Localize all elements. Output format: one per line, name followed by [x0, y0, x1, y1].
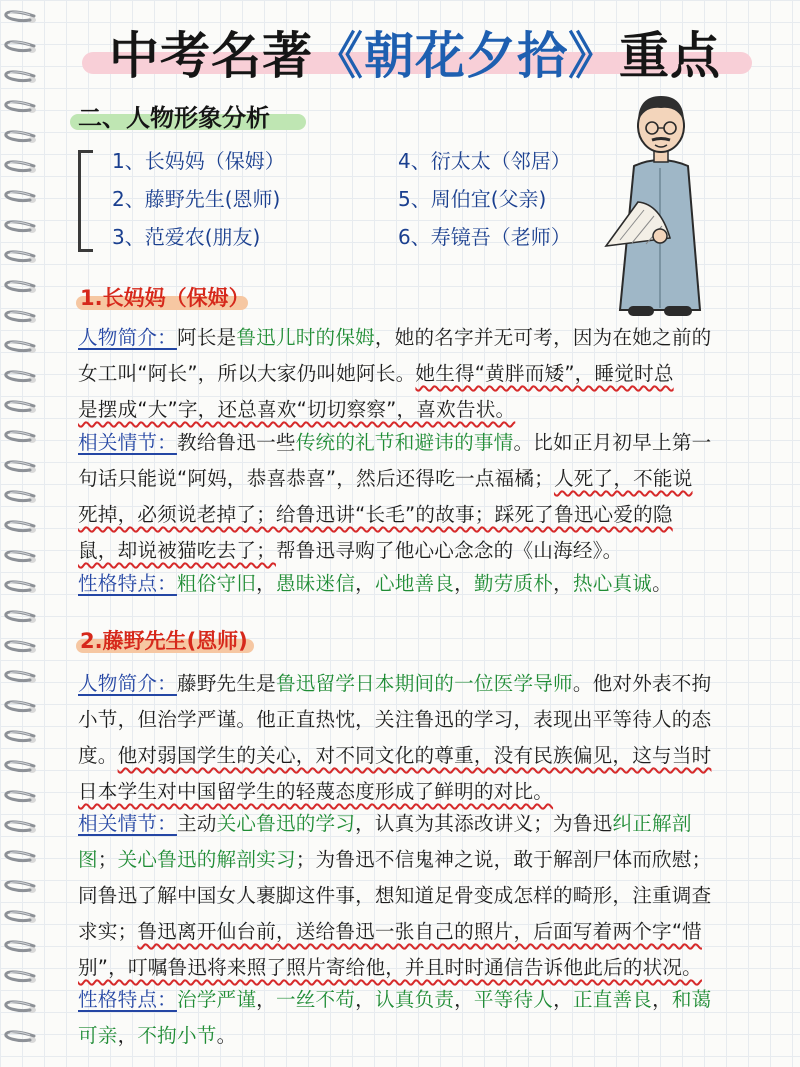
plot-text: 。比如正月初早上第一: [513, 431, 712, 454]
plot-label: 相关情节：: [78, 812, 177, 835]
spiral-ring: [6, 882, 36, 893]
spiral-ring: [6, 1032, 36, 1043]
page-title: [60, 14, 770, 85]
trait-separator: ，: [553, 988, 573, 1011]
lu-xun-illustration: [598, 88, 722, 326]
trait: 心地善良: [374, 572, 455, 595]
spiral-ring: [6, 972, 36, 983]
subheading-fujino: [76, 625, 248, 657]
trait-separator: ，: [117, 1024, 138, 1047]
trait-separator: ，: [454, 572, 474, 595]
trait: 平等待人: [473, 988, 554, 1011]
list-bracket: [78, 150, 93, 252]
plot-text: 教给鲁迅一些: [176, 431, 296, 454]
character-item: 1、长妈妈（保姆）: [112, 149, 285, 173]
intro-text: 。他对外表不拘: [572, 672, 712, 695]
plot-text: ；为鲁迅不信鬼神之说，敢于解剖尸体而欣慰；: [295, 848, 712, 871]
fujino-traits: [78, 982, 794, 1054]
intro-label: 人物简介：: [78, 672, 177, 695]
chang-mama-intro: [78, 320, 794, 428]
spiral-ring: [6, 522, 36, 533]
spiral-ring: [6, 732, 36, 743]
intro-text: ，她的名字并无可考，因为在她之前的: [374, 326, 712, 349]
plot-text-underlined: 鼠，却说被猫吃去了；: [78, 539, 276, 562]
notebook-spiral-binding: [0, 0, 46, 1067]
spiral-ring: [6, 702, 36, 713]
spiral-ring: [6, 72, 36, 83]
intro-text: 阿长是: [176, 326, 237, 349]
spiral-ring: [6, 402, 36, 413]
spiral-ring: [6, 312, 36, 323]
spiral-ring: [6, 912, 36, 923]
spiral-ring: [6, 222, 36, 233]
intro-text: 藤野先生是: [176, 672, 276, 695]
title-book-name: 《朝花夕拾》: [313, 27, 619, 85]
intro-text-underlined: 日本学生对中国留学生的轻蔑态度形成了鲜明的对比。: [78, 780, 554, 803]
trait-end: 。: [652, 572, 672, 595]
spiral-ring: [6, 252, 36, 263]
character-item: 3、范爱农(朋友): [112, 225, 261, 249]
spiral-ring: [6, 642, 36, 653]
section-heading-text: 二、人物形象分析: [78, 104, 270, 132]
trait: 热心真诚: [572, 572, 653, 595]
character-list-left: [112, 142, 285, 256]
character-item: 4、衍太太（邻居）: [398, 149, 571, 173]
trait-separator: ，: [652, 988, 672, 1011]
plot-text: ，认真为其添改讲义；为鲁迅: [355, 812, 613, 835]
trait-separator: ，: [355, 988, 375, 1011]
plot-text: 同鲁迅了解中国女人裹脚这件事，想知道足骨变成怎样的畸形，注重调查: [78, 884, 712, 907]
intro-text: 小节，但治学严谨。他正直热忱，关注鲁迅的学习，表现出平等待人的态: [78, 708, 712, 731]
spiral-ring: [6, 192, 36, 203]
trait: 不拘小节: [137, 1024, 217, 1047]
chang-mama-traits: [78, 566, 794, 602]
spiral-ring: [6, 12, 36, 23]
spiral-ring: [6, 462, 36, 473]
plot-label: 相关情节：: [78, 431, 177, 454]
spiral-ring: [6, 552, 36, 563]
intro-label: 人物简介：: [78, 326, 177, 349]
trait-separator: ，: [553, 572, 573, 595]
intro-text-underlined: 他对弱国学生的关心，对不同文化的尊重，没有民族偏见，这与当时: [117, 744, 712, 767]
spiral-ring: [6, 612, 36, 623]
intro-text: 度。: [78, 744, 118, 767]
subheading-chang-mama: [76, 282, 250, 314]
plot-text: 主动: [176, 812, 217, 835]
trait-separator: ，: [256, 572, 276, 595]
plot-text: 帮鲁迅寻购了他心心念念的《山海经》。: [275, 539, 623, 562]
fujino-plot: [78, 806, 794, 986]
character-item: 5、周伯宜(父亲): [398, 187, 547, 211]
spiral-ring: [6, 582, 36, 593]
intro-text-emphasis: 鲁迅儿时的保姆: [236, 326, 375, 349]
chang-mama-plot: [78, 425, 794, 569]
traits-label: 性格特点：: [78, 572, 177, 595]
plot-text-underlined: 人死了，不能说: [553, 467, 693, 490]
plot-text-emphasis: 关心鲁迅的学习: [216, 812, 356, 835]
trait: 粗俗守旧: [176, 572, 257, 595]
title-part-1: 中考名著: [109, 27, 313, 85]
trait: 勤劳质朴: [473, 572, 554, 595]
trait: 一丝不苟: [275, 988, 356, 1011]
section-heading: [70, 98, 270, 134]
head: [638, 96, 684, 162]
trait: 正直善良: [572, 988, 653, 1011]
spiral-ring: [6, 432, 36, 443]
spiral-ring: [6, 792, 36, 803]
plot-text: 句话只能说“阿妈，恭喜恭喜”，然后还得吃一点福橘；: [78, 467, 554, 490]
intro-text-underlined: 她生得“黄胖而矮”，睡觉时总: [415, 362, 674, 385]
spiral-ring: [6, 762, 36, 773]
trait-separator: ，: [454, 988, 474, 1011]
trait-separator: ，: [256, 988, 276, 1011]
plot-text: 求实；: [78, 920, 138, 943]
plot-text-emphasis: 图: [78, 848, 98, 871]
trait: 认真负责: [374, 988, 455, 1011]
spiral-ring: [6, 342, 36, 353]
subheading-text: 2.藤野先生(恩师): [80, 629, 248, 653]
plot-text-underlined: 别”，叮嘱鲁迅将来照了照片寄给他，并且时时通信告诉他此后的状况。: [78, 956, 702, 979]
spiral-ring: [6, 102, 36, 113]
spiral-ring: [6, 162, 36, 173]
subheading-text: 1.长妈妈（保姆）: [80, 286, 250, 310]
character-item: 2、藤野先生(恩师): [112, 187, 281, 211]
plot-text: ；: [97, 848, 118, 871]
spiral-ring: [6, 132, 36, 143]
spiral-ring: [6, 372, 36, 383]
spiral-ring: [6, 282, 36, 293]
trait-end: 。: [216, 1024, 237, 1047]
spiral-ring: [6, 1002, 36, 1013]
spiral-ring: [6, 42, 36, 53]
spiral-ring: [6, 852, 36, 863]
spiral-ring: [6, 672, 36, 683]
plot-text-emphasis: 关心鲁迅的解剖实习: [117, 848, 296, 871]
plot-text-underlined: 鲁迅离开仙台前，送给鲁迅一张自己的照片，后面写着两个字“惜: [137, 920, 702, 943]
trait: 治学严谨: [176, 988, 257, 1011]
trait: 和蔼: [671, 988, 712, 1011]
spiral-ring: [6, 492, 36, 503]
fujino-intro: [78, 666, 794, 810]
character-item: 6、寿镜吾（老师）: [398, 225, 571, 249]
spiral-ring: [6, 942, 36, 953]
trait: 愚昧迷信: [275, 572, 356, 595]
trait-separator: ，: [355, 572, 375, 595]
intro-text-emphasis: 鲁迅留学日本期间的一位医学导师: [275, 672, 573, 695]
traits-label: 性格特点：: [78, 988, 177, 1011]
plot-text-emphasis: 传统的礼节和避讳的事情: [295, 431, 514, 454]
intro-text-underlined: 是摆成“大”字，还总喜欢“切切察察”，喜欢告状。: [78, 398, 516, 421]
character-list-right: [398, 142, 571, 256]
plot-text-underlined: 死掉，必须说老掉了；给鲁迅讲“长毛”的故事；踩死了鲁迅心爱的隐: [78, 503, 673, 526]
intro-text: 女工叫“阿长”，所以大家仍叫她阿长。: [78, 362, 416, 385]
trait: 可亲: [78, 1024, 118, 1047]
plot-text-emphasis: 纠正解剖: [612, 812, 692, 835]
title-part-3: 重点: [619, 27, 721, 85]
spiral-ring: [6, 822, 36, 833]
